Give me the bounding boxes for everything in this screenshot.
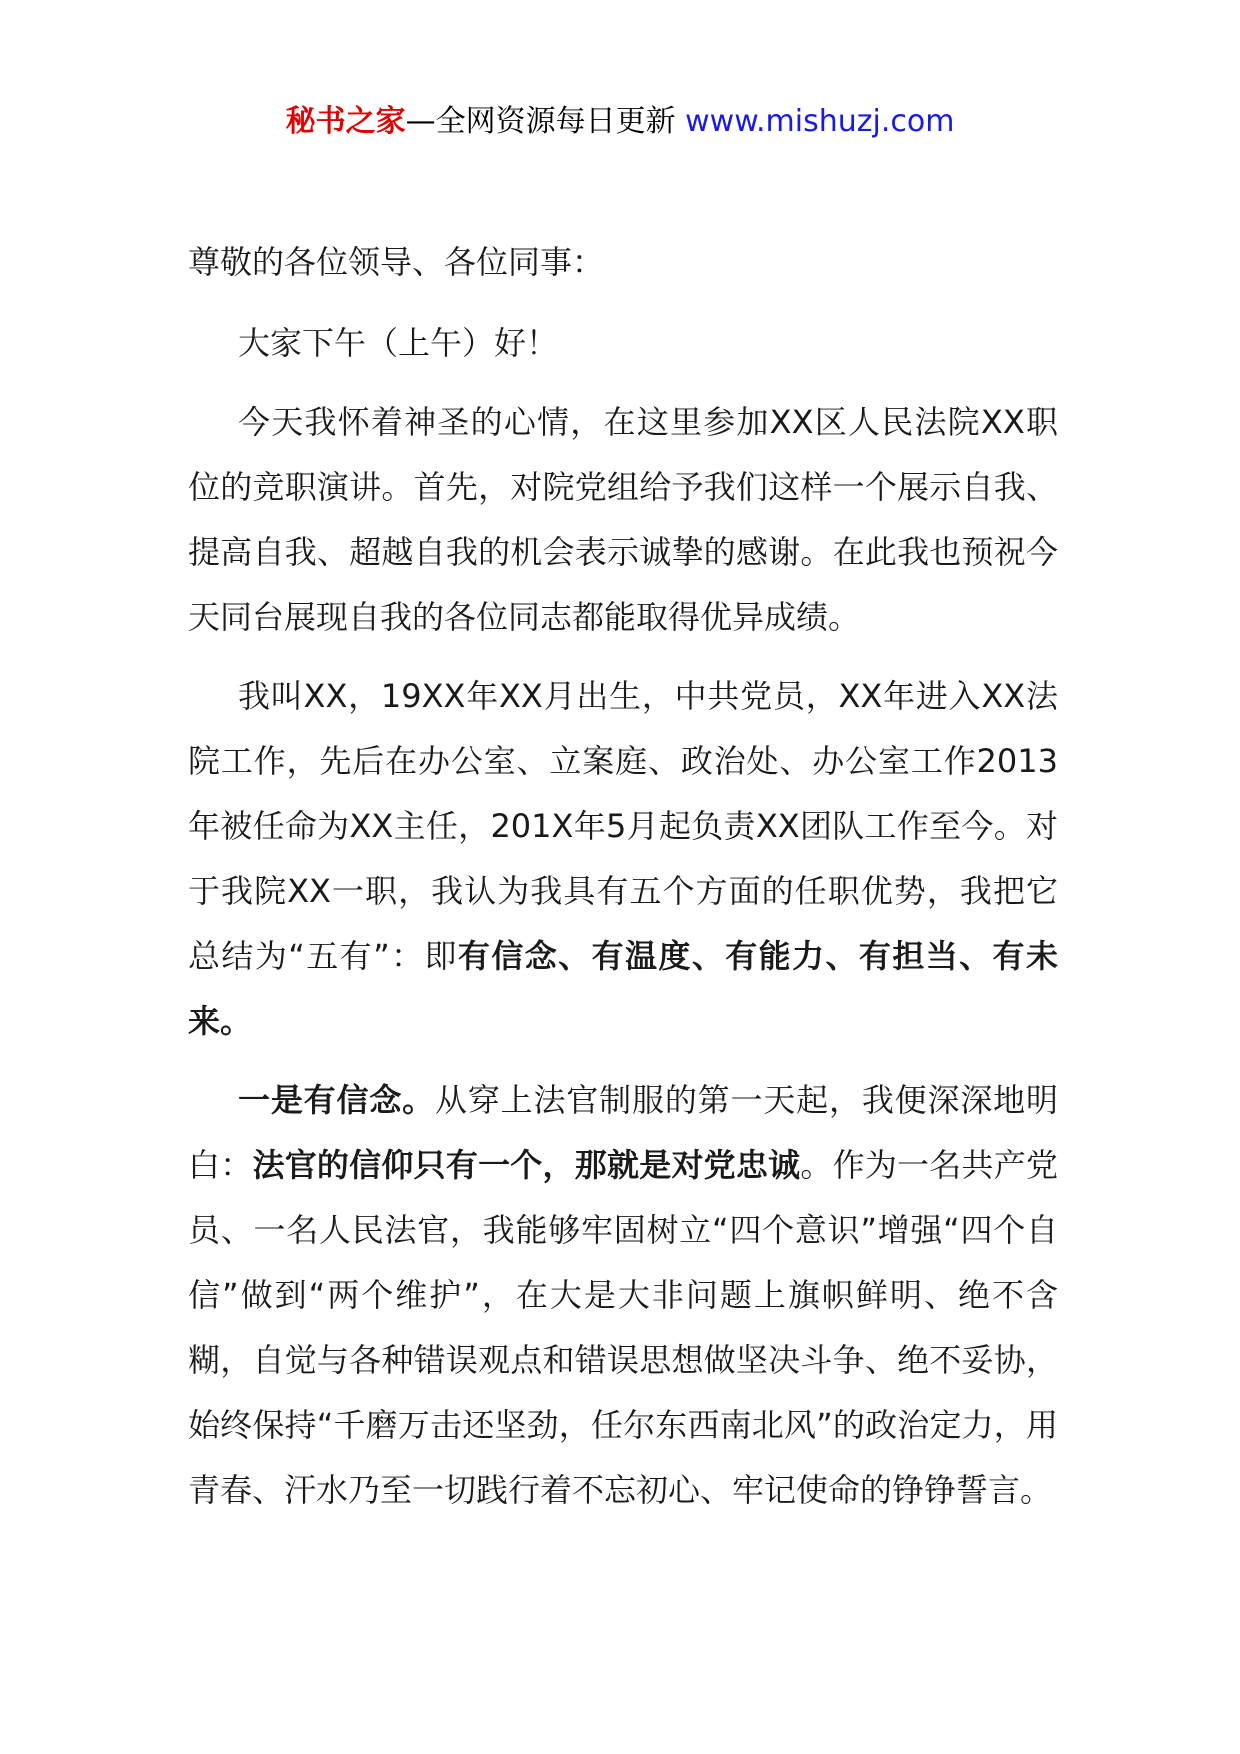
paragraph-text: 从穿上法官制服的第一天起，我便深深地明白： bbox=[188, 1081, 1058, 1184]
paragraph-intro: 今天我怀着神圣的心情，在这里参加XX区人民法院XX职位的竞职演讲。首先，对院党组给予我们这样一个展示自我、提高自我、超越自我的机会表示诚挚的感谢。在此我也预祝今天同台展现自我的各位同志都能取得优异成绩。 bbox=[188, 403, 1058, 636]
five-strengths-summary: 有信念、有温度、有能力、有担当、有未来。 bbox=[188, 937, 1058, 1040]
paragraph-text: 我叫XX，19XX年XX月出生，中共党员，XX年进入XX法院工作，先后在办公室、立案庭、政治处、办公室工作2013年被任命为XX主任，201X年5月起负责XX团队工作至今。对于我院XX一职，我认为我具有五个方面的任职优势，我把它总结为“五有”：即 bbox=[188, 677, 1058, 975]
site-url-link[interactable]: www.mishuzj.com bbox=[685, 104, 955, 139]
page-header bbox=[0, 100, 1240, 144]
salutation: 尊敬的各位领导、各位同事： bbox=[188, 243, 605, 281]
header-slogan: —全网资源每日更新 bbox=[405, 104, 676, 139]
brand-name: 秘书之家 bbox=[285, 104, 406, 139]
section-lead: 一是有信念。 bbox=[238, 1081, 435, 1119]
paragraph-belief bbox=[188, 1068, 1058, 1523]
emphasis-text: 法官的信仰只有一个，那就是对党忠诚 bbox=[252, 1146, 801, 1184]
greeting: 大家下午（上午）好！ bbox=[238, 324, 559, 362]
document-body bbox=[188, 230, 1058, 1537]
paragraph-text: 。作为一名共产党员、一名人民法官，我能够牢固树立“四个意识”增强“四个自信”做到“两个维护”，在大是大非问题上旗帜鲜明、绝不含糊，自觉与各种错误观点和错误思想做坚决斗争、绝不妥协，始终保持“千磨万击还坚劲，任尔东西南北风”的政治定力，用青春、汗水乃至一切践行着不忘初心、牢记使命的铮铮誓言。 bbox=[188, 1146, 1058, 1509]
paragraph-self-introduction bbox=[188, 664, 1058, 1054]
